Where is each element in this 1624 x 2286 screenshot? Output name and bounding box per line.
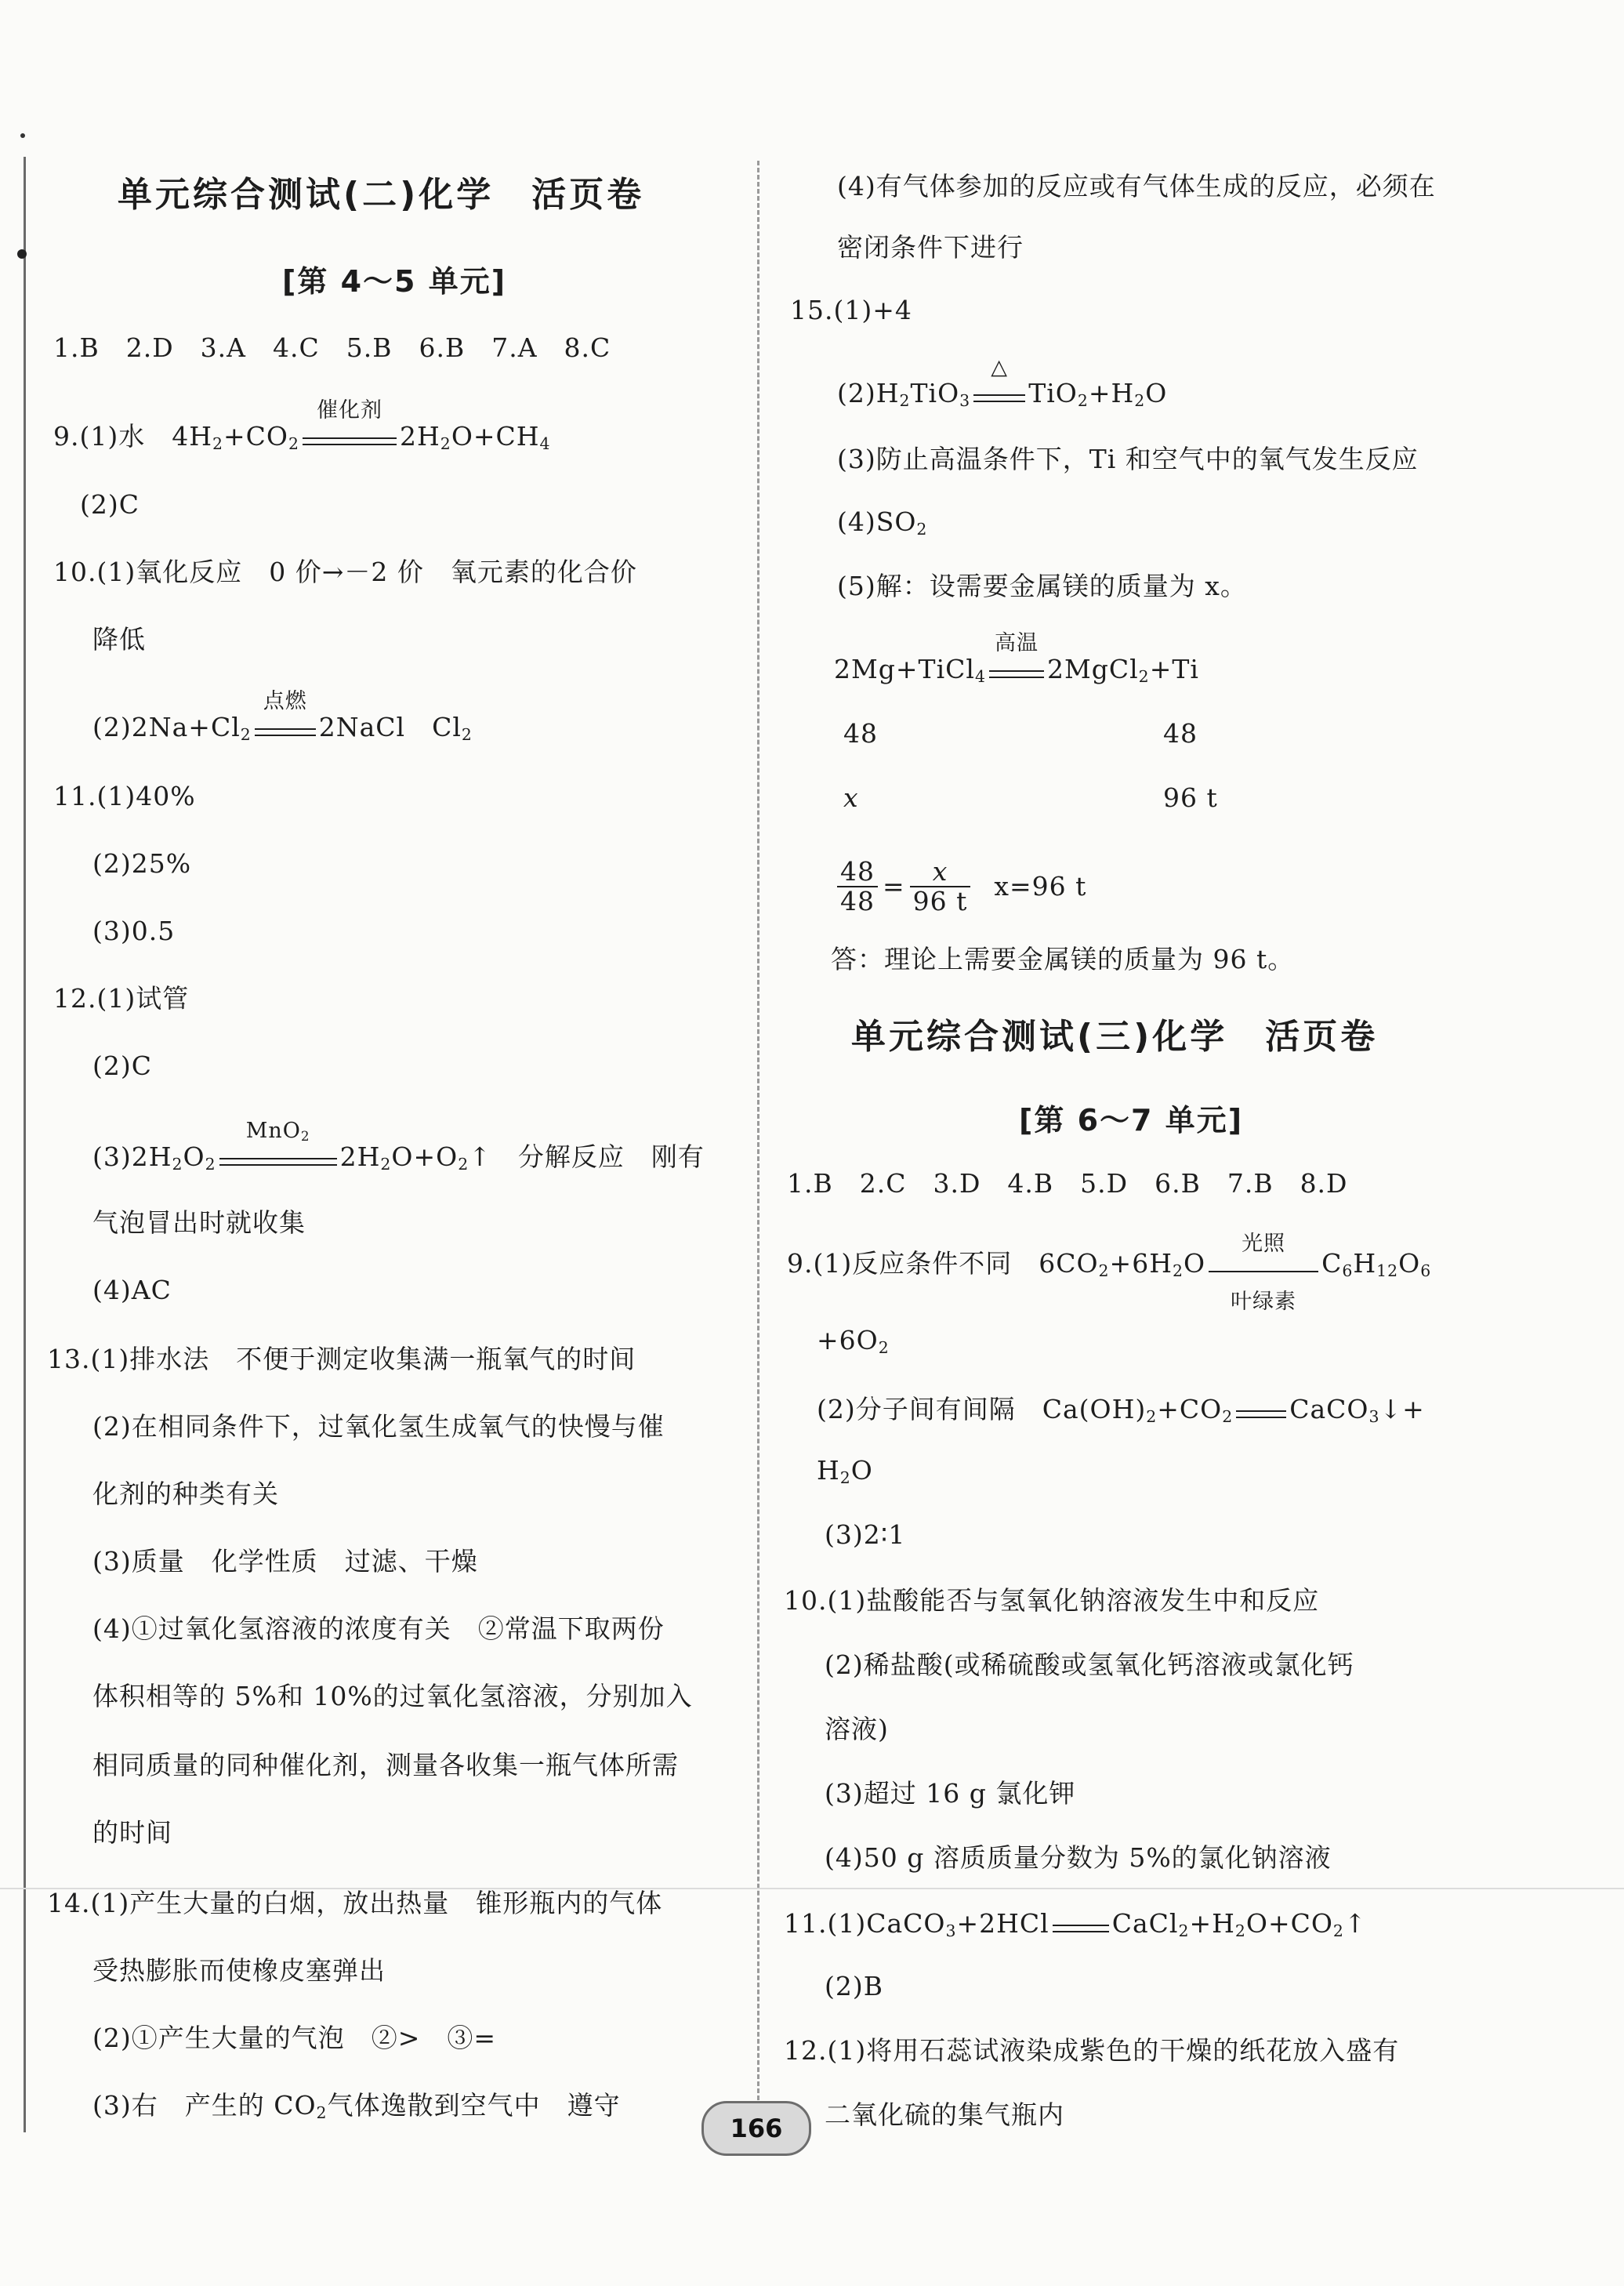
answer-line-12e: (4)AC <box>92 1275 172 1305</box>
answer-line-1: 1.B 2.D 3.A 4.C 5.B 6.B 7.A 8.C <box>53 332 611 363</box>
answer-line-10a: 10.(1)氧化反应 0 价→－2 价 氧元素的化合价 <box>53 557 637 587</box>
answer-line-12d: 气泡冒出时就收集 <box>92 1207 306 1238</box>
answer-line-13b: (2)在相同条件下，过氧化氢生成氧气的快慢与催 <box>92 1411 665 1442</box>
answer-line-11b: (2)25% <box>92 848 192 879</box>
condition-light: 光照 <box>1242 1232 1286 1256</box>
answer-line-s10c: 溶液) <box>825 1714 889 1744</box>
answer-line-s9a: 9.(1)反应条件不同 $6CO_2+6H_2O$ 光照 叶绿素 $C_6H_{12}O_6$ <box>787 1248 1431 1279</box>
answer-line-9b: (2)C <box>80 489 140 520</box>
answer-line-s9c: (2)分子间有间隔 $Ca(OH)_2+CO_2$ CaCO$_3$↓+ <box>817 1394 1425 1427</box>
answer-line-15b: $(2)H_2TiO_3$ △ $TiO_2+H_2O$ <box>837 378 1167 409</box>
answer-line-15c: (3)防止高温条件下，Ti 和空气中的氧气发生反应 <box>837 444 1419 474</box>
calc-value-96t: 96 t <box>1163 782 1218 813</box>
answer-line-13e: (4)①过氧化氢溶液的浓度有关 ②常温下取两份 <box>92 1613 665 1644</box>
answer-line-s9e: (3)2∶1 <box>825 1519 906 1550</box>
answer-line-13a: 13.(1)排水法 不便于测定收集满一瓶氧气的时间 <box>47 1344 636 1374</box>
answer-line-s11b: (2)B <box>825 1971 883 2001</box>
answer-line-10b: 降低 <box>92 624 146 655</box>
page-number-badge: 166 <box>701 2101 811 2156</box>
column-divider <box>757 161 759 2128</box>
answer-line-14d: (3)右 产生的 $CO_2$气体逸散到空气中 遵守 <box>92 2090 621 2123</box>
answer-line-12a: 12.(1)试管 <box>53 983 190 1014</box>
answer-line-s9d: $H_2O$ <box>817 1455 873 1488</box>
answer-line-s10d: (3)超过 16 g 氯化钾 <box>825 1778 1076 1809</box>
answer-line-15f: 2Mg+TiCl$_4$ 高温 2MgCl$_2$+Ti <box>834 654 1199 685</box>
answer-line-13d: (3)质量 化学性质 过滤、干燥 <box>92 1546 478 1577</box>
answer-line-s10e: (4)50 g 溶质质量分数为 5%的氯化钠溶液 <box>825 1842 1332 1873</box>
answer-line-s10a: 10.(1)盐酸能否与氢氧化钠溶液发生中和反应 <box>784 1585 1320 1616</box>
answer-line-13g: 相同质量的同种催化剂，测量各收集一瓶气体所需 <box>92 1750 679 1780</box>
answer-line-s10b: (2)稀盐酸(或稀硫酸或氢氧化钙溶液或氯化钙 <box>825 1649 1354 1680</box>
calc-value-mg: 48 <box>843 718 878 749</box>
answer-line-15j: 答：理论上需要金属镁的质量为 96 t。 <box>831 944 1295 974</box>
binding-dot <box>17 249 27 259</box>
condition-heat: △ <box>991 355 1009 379</box>
condition-chlorophyll: 叶绿素 <box>1231 1290 1297 1314</box>
calc-value-ti: 48 <box>1163 718 1198 749</box>
condition-high-temp: 高温 <box>994 631 1039 655</box>
answer-line-14c: (2)①产生大量的气泡 ②> ③= <box>92 2023 497 2053</box>
answer-line-s11a: 11.(1)CaCO$_3$+2HCl $CaCl_2+H_2O+CO_2↑$ <box>784 1908 1367 1941</box>
section-subtitle-3: [第 6～7 单元] <box>1019 1103 1244 1138</box>
answer-line-11a: 11.(1)40% <box>53 781 196 811</box>
answer-line-15d: $(4)SO_2$ <box>837 506 928 539</box>
answer-line-s12b: 二氧化硫的集气瓶内 <box>825 2099 1064 2130</box>
answer-line-r1: (4)有气体参加的反应或有气体生成的反应，必须在 <box>837 171 1436 201</box>
answer-line-s1: 1.B 2.C 3.D 4.B 5.D 6.B 7.B 8.D <box>787 1168 1348 1199</box>
answer-line-14a: 14.(1)产生大量的白烟，放出热量 锥形瓶内的气体 <box>47 1888 663 1918</box>
answer-line-14b: 受热膨胀而使橡皮塞弹出 <box>92 1955 386 1986</box>
answer-line-13c: 化剂的种类有关 <box>92 1479 279 1509</box>
calc-unknown-x: x <box>843 782 859 813</box>
answer-line-9a: 9.(1)水 $4H_2+CO_2$ 催化剂 $2H_2O+CH_4$ <box>53 421 551 452</box>
section-subtitle-2: [第 4～5 单元] <box>282 264 507 299</box>
page-binding-edge <box>24 157 26 2132</box>
answer-line-r2: 密闭条件下进行 <box>837 232 1024 263</box>
answer-line-11c: (3)0.5 <box>92 916 176 946</box>
answer-line-13f: 体积相等的 5%和 10%的过氧化氢溶液，分别加入 <box>92 1681 693 1711</box>
calc-proportion: $\frac{48}{48}$ = $\frac{x}{96 t}$ x=96 t <box>832 858 1086 916</box>
answer-line-s9b: $+6O_2$ <box>817 1325 890 1358</box>
answer-line-15a: 15.(1)+4 <box>790 295 912 325</box>
condition-mno2: MnO$_2$ <box>245 1119 310 1145</box>
answer-line-13h: 的时间 <box>92 1817 172 1848</box>
page-edge-mark <box>20 133 25 138</box>
answer-line-12b: (2)C <box>92 1050 152 1081</box>
answer-line-10c: $(2)2Na+Cl_2$ 点燃 2NaCl $Cl_2$ <box>92 712 473 743</box>
answer-line-15e: (5)解：设需要金属镁的质量为 x。 <box>837 571 1247 601</box>
condition-ignite: 点燃 <box>263 689 307 713</box>
condition-catalyst: 催化剂 <box>317 398 383 423</box>
section-title-2: 单元综合测试(二)化学 活页卷 <box>118 175 645 215</box>
section-title-3: 单元综合测试(三)化学 活页卷 <box>851 1017 1379 1057</box>
answer-line-s12a: 12.(1)将用石蕊试液染成紫色的干燥的纸花放入盛有 <box>784 2035 1400 2066</box>
answer-line-12c: $(3)2H_2O_2$ MnO$_2$ $2H_2O+O_2↑$ 分解反应 刚有 <box>92 1141 705 1173</box>
